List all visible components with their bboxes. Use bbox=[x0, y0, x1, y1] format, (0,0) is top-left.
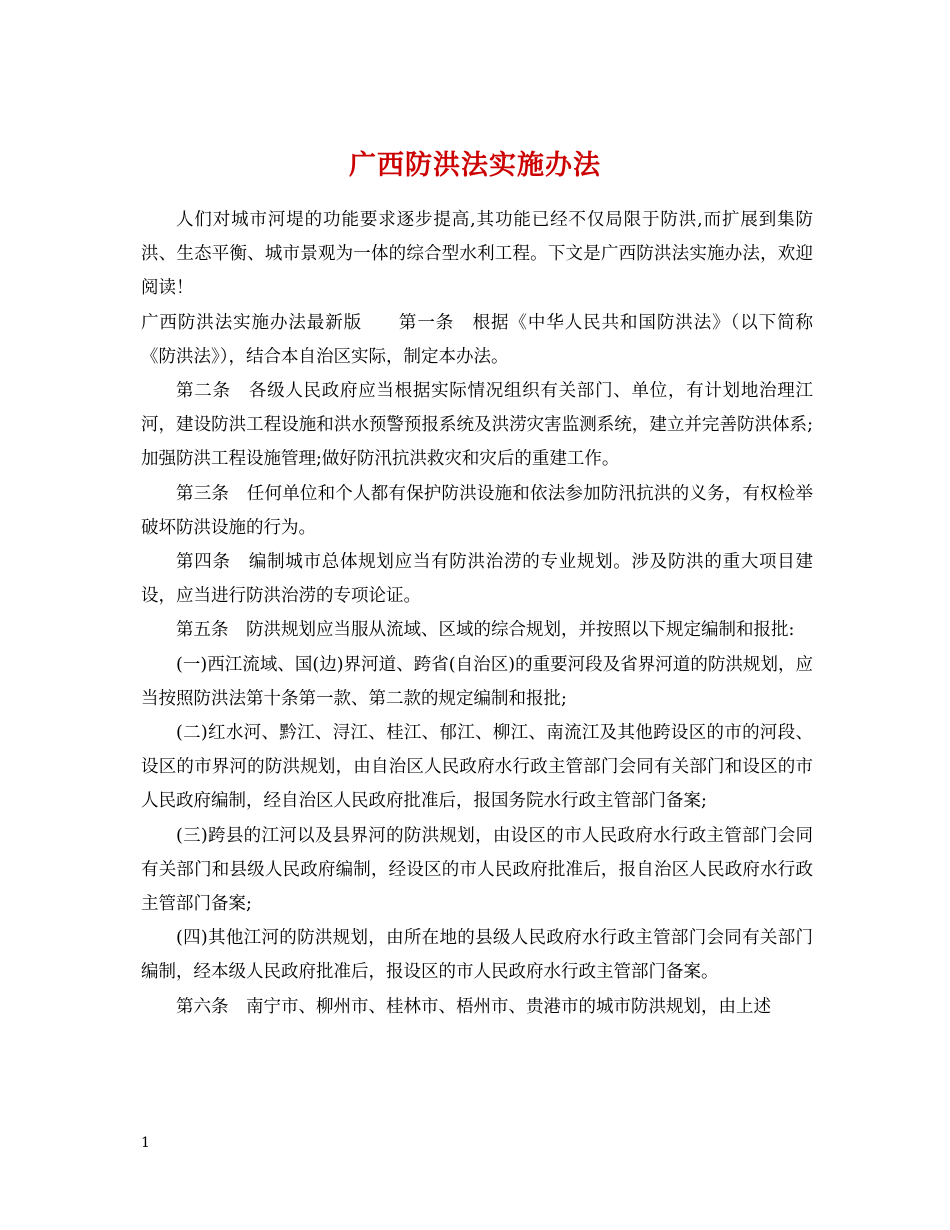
paragraph-article-5-item-1: (一)西江流域、国(边)界河道、跨省(自治区)的重要河段及省界河道的防洪规划，应当按照防洪法第十条第一款、第二款的规定编制和报批; bbox=[141, 654, 813, 709]
paragraph-article-5-item-3: (三)跨县的江河以及县界河的防洪规划，由设区的市人民政府水行政主管部门会同有关部门和县级人民政府编制，经设区的市人民政府批准后，报自治区人民政府水行政主管部门备案; bbox=[141, 825, 813, 915]
document-body bbox=[141, 203, 813, 1024]
paragraph-article-3: 第三条 任何单位和个人都有保护防洪设施和依法参加防汛抗洪的义务，有权检举破坏防洪设施的行为。 bbox=[141, 483, 813, 538]
paragraph-article-5: 第五条 防洪规划应当服从流域、区域的综合规划，并按照以下规定编制和报批: bbox=[176, 620, 795, 641]
paragraph-article-5-item-4: (四)其他江河的防洪规划，由所在地的县级人民政府水行政主管部门会同有关部门编制，经本级人民政府批准后，报设区的市人民政府水行政主管部门备案。 bbox=[141, 928, 813, 983]
paragraph-article-5-item-2: (二)红水河、黔江、浔江、桂江、郁江、柳江、南流江及其他跨设区的市的河段、设区的市界河的防洪规划，由自治区人民政府水行政主管部门会同有关部门和设区的市人民政府编制，经自治区人民政府批准后，报国务院水行政主管部门备案; bbox=[141, 723, 813, 812]
paragraph-article-1: 广西防洪法实施办法最新版 第一条 根据《中华人民共和国防洪法》（以下简称《防洪法》），结合本自治区实际，制定本办法。 bbox=[141, 312, 813, 367]
paragraph-intro: 人们对城市河堤的功能要求逐步提高,其功能已经不仅局限于防洪,而扩展到集防洪、生态平衡、城市景观为一体的综合型水利工程。下文是广西防洪法实施办法，欢迎阅读！ bbox=[141, 210, 813, 299]
paragraph-article-4: 第四条 编制城市总体规划应当有防洪治涝的专业规划。涉及防洪的重大项目建设，应当进行防洪治涝的专项论证。 bbox=[141, 552, 813, 607]
paragraph-article-2: 第二条 各级人民政府应当根据实际情况组织有关部门、单位，有计划地治理江河，建设防洪工程设施和洪水预警预报系统及洪涝灾害监测系统，建立并完善防洪体系;加强防洪工程设施管理;做好防汛抗洪救灾和灾后的重建工作。 bbox=[141, 381, 813, 470]
document-title: 广西防洪法实施办法 bbox=[349, 150, 601, 182]
page-number: 1 bbox=[141, 1135, 150, 1151]
paragraph-article-6: 第六条 南宁市、柳州市、桂林市、梧州市、贵港市的城市防洪规划，由上述 bbox=[176, 996, 771, 1017]
